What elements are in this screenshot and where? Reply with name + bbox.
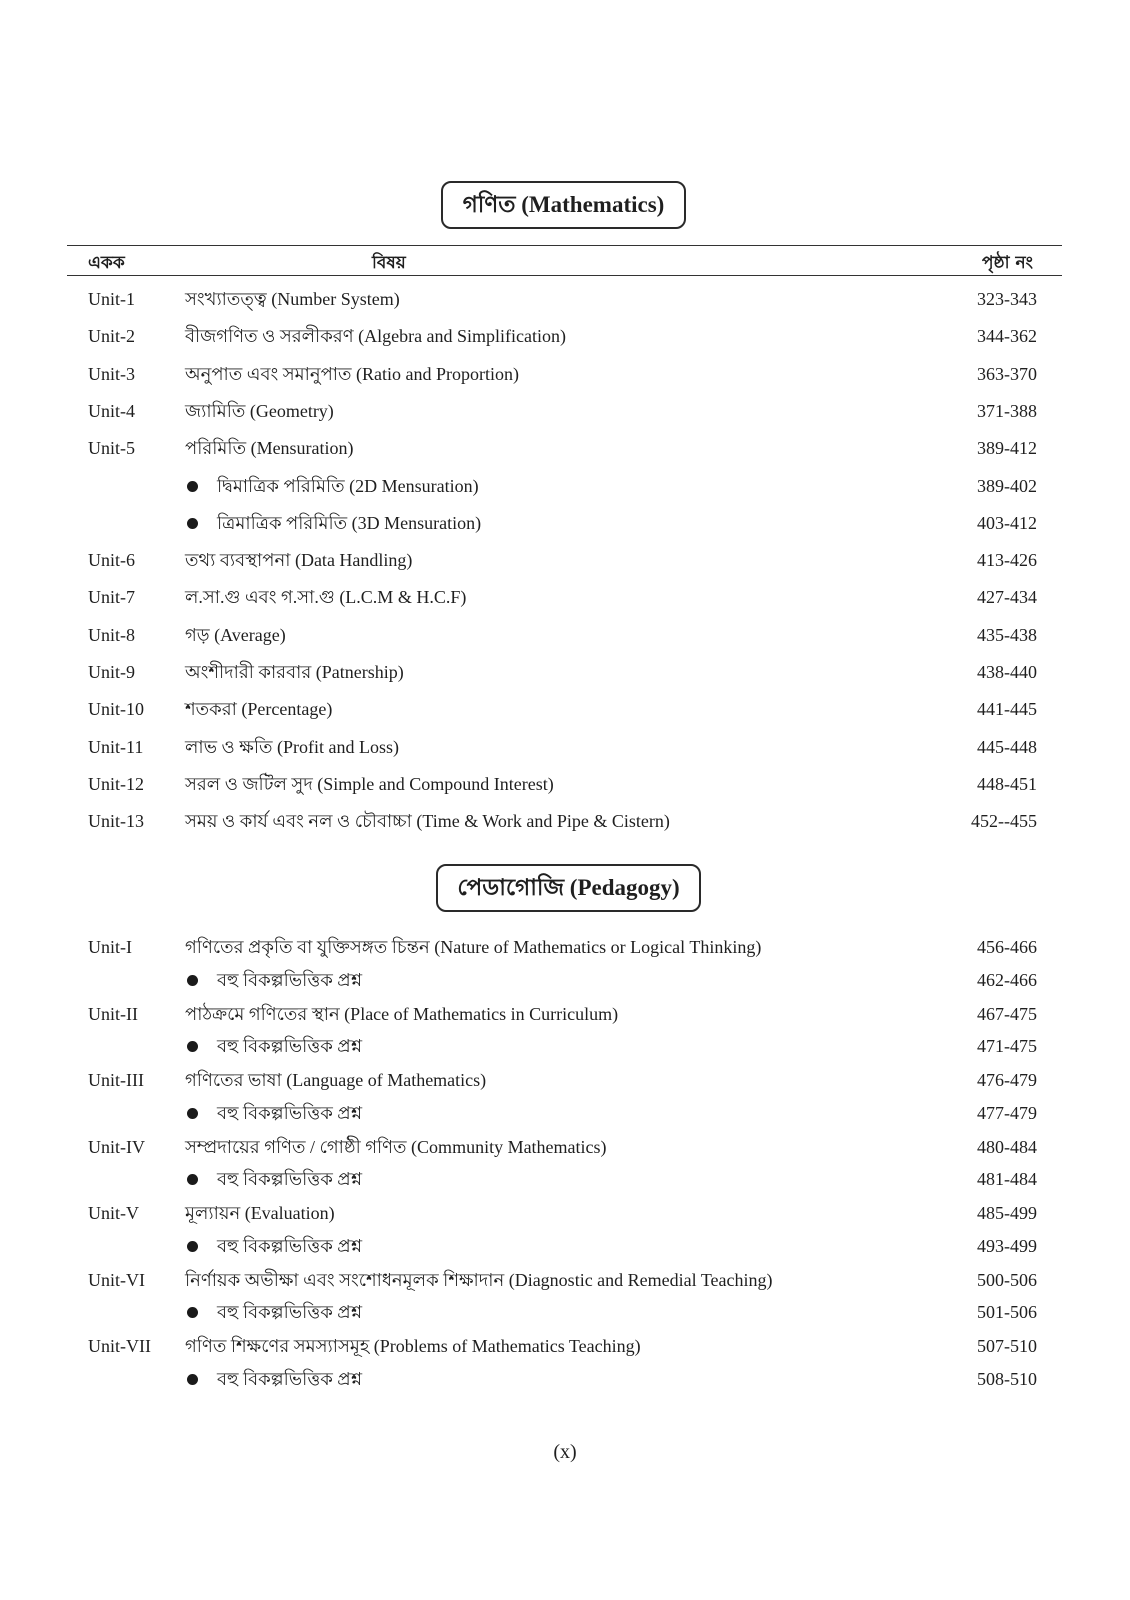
page-range: 371-388 bbox=[977, 400, 1037, 421]
page-range: 445-448 bbox=[977, 736, 1037, 757]
subject-title: ত্রিমাত্রিক পরিমিতি (3D Mensuration) bbox=[217, 512, 482, 533]
page-range: 441-445 bbox=[977, 699, 1037, 720]
page-range: 508-510 bbox=[977, 1368, 1037, 1389]
contents-row bbox=[0, 1065, 1130, 1095]
subject-title: সময় ও কার্য এবং নল ও চৌবাচ্চা (Time & Work and Pipe & Cistern) bbox=[185, 811, 670, 832]
bullet-icon bbox=[187, 1374, 198, 1385]
subject-title: পরিমিতি (Mensuration) bbox=[185, 438, 354, 459]
subject-title: বহু বিকল্পভিত্তিক প্রশ্ন bbox=[217, 1235, 363, 1256]
page-range: 413-426 bbox=[977, 550, 1037, 571]
subject-title: নির্ণায়ক অভীক্ষা এবং সংশোধনমূলক শিক্ষাদান (Diagnostic and Remedial Teaching) bbox=[185, 1269, 773, 1290]
subject-title: ল.সা.গু এবং গ.সা.গু (L.C.M & H.C.F) bbox=[185, 587, 467, 608]
contents-subitem-row bbox=[0, 1364, 1130, 1394]
unit-label: Unit-2 bbox=[88, 326, 135, 347]
page-range: 323-343 bbox=[977, 289, 1037, 309]
page-range: 435-438 bbox=[977, 624, 1037, 645]
contents-subitem-row bbox=[0, 1098, 1130, 1128]
contents-subitem-row bbox=[0, 508, 1130, 538]
unit-label: Unit-II bbox=[88, 1003, 138, 1024]
subject-title: বীজগণিত ও সরলীকরণ (Algebra and Simplification) bbox=[185, 326, 567, 347]
unit-label: Unit-6 bbox=[88, 550, 135, 571]
contents-row bbox=[0, 1331, 1130, 1361]
page-range: 471-475 bbox=[977, 1036, 1037, 1056]
subject-title: গণিতের ভাষা (Language of Mathematics) bbox=[185, 1070, 487, 1090]
bullet-icon bbox=[187, 975, 198, 986]
page-range: 427-434 bbox=[977, 587, 1037, 608]
unit-label: Unit-VI bbox=[88, 1269, 145, 1290]
unit-label: Unit-V bbox=[88, 1203, 139, 1223]
contents-subitem-row bbox=[0, 1164, 1130, 1194]
contents-row bbox=[0, 999, 1130, 1029]
page-range: 507-510 bbox=[977, 1336, 1037, 1356]
page-range: 493-499 bbox=[977, 1235, 1037, 1256]
contents-row bbox=[0, 806, 1130, 836]
unit-label: Unit-IV bbox=[88, 1136, 145, 1157]
unit-label: Unit-7 bbox=[88, 587, 135, 608]
page-range: 501-506 bbox=[977, 1302, 1037, 1322]
column-header-subject: বিষয় bbox=[372, 253, 406, 273]
unit-label: Unit-13 bbox=[88, 811, 144, 832]
unit-label: Unit-1 bbox=[88, 289, 135, 309]
contents-row bbox=[0, 769, 1130, 799]
subject-title: অংশীদারী কারবার (Patnership) bbox=[185, 662, 404, 682]
page-range: 477-479 bbox=[977, 1102, 1037, 1123]
unit-label: Unit-10 bbox=[88, 699, 144, 720]
unit-label: Unit-VII bbox=[88, 1336, 151, 1356]
contents-row bbox=[0, 1132, 1130, 1162]
unit-label: Unit-3 bbox=[88, 363, 135, 384]
page-range: 452--455 bbox=[971, 811, 1037, 832]
contents-row bbox=[0, 657, 1130, 687]
subject-title: গড় (Average) bbox=[185, 624, 286, 645]
contents-row bbox=[0, 321, 1130, 351]
bullet-icon bbox=[187, 1108, 198, 1119]
page-range: 456-466 bbox=[977, 937, 1037, 957]
subject-title: শতকরা (Percentage) bbox=[185, 699, 333, 720]
page-range: 389-412 bbox=[977, 438, 1037, 459]
page-range: 389-402 bbox=[977, 475, 1037, 496]
subject-title: বহু বিকল্পভিত্তিক প্রশ্ন bbox=[217, 1169, 363, 1189]
contents-row bbox=[0, 284, 1130, 314]
page-range: 481-484 bbox=[977, 1169, 1037, 1189]
contents-row bbox=[0, 1265, 1130, 1295]
pedagogy-section-title: পেডাগোজি (Pedagogy) bbox=[436, 864, 701, 912]
contents-row bbox=[0, 359, 1130, 389]
subject-title: বহু বিকল্পভিত্তিক প্রশ্ন bbox=[217, 969, 363, 990]
page-range: 344-362 bbox=[977, 326, 1037, 347]
page-range: 462-466 bbox=[977, 969, 1037, 990]
unit-label: Unit-8 bbox=[88, 624, 135, 645]
table-header-top-rule bbox=[67, 245, 1062, 246]
page-range: 448-451 bbox=[977, 773, 1037, 794]
page-range: 363-370 bbox=[977, 363, 1037, 384]
column-header-page: পৃষ্ঠা নং bbox=[982, 253, 1033, 273]
column-header-unit: একক bbox=[88, 253, 125, 273]
page-range: 476-479 bbox=[977, 1070, 1037, 1090]
contents-subitem-row bbox=[0, 965, 1130, 995]
contents-row bbox=[0, 932, 1130, 962]
subject-title: গণিতের প্রকৃতি বা যুক্তিসঙ্গত চিন্তন (Nature of Mathematics or Logical Thinking) bbox=[185, 937, 762, 957]
contents-row bbox=[0, 396, 1130, 426]
unit-label: Unit-4 bbox=[88, 400, 135, 421]
page-range: 467-475 bbox=[977, 1003, 1037, 1024]
contents-row bbox=[0, 433, 1130, 463]
bullet-icon bbox=[187, 1041, 198, 1052]
contents-subitem-row bbox=[0, 1031, 1130, 1061]
page-range: 403-412 bbox=[977, 512, 1037, 533]
page-number: (x) bbox=[553, 1441, 577, 1463]
contents-row bbox=[0, 545, 1130, 575]
unit-label: Unit-12 bbox=[88, 773, 144, 794]
subject-title: জ্যামিতি (Geometry) bbox=[185, 400, 334, 421]
unit-label: Unit-III bbox=[88, 1070, 144, 1090]
unit-label: Unit-I bbox=[88, 937, 132, 957]
subject-title: বহু বিকল্পভিত্তিক প্রশ্ন bbox=[217, 1102, 363, 1123]
subject-title: গণিত শিক্ষণের সমস্যাসমূহ (Problems of Mathematics Teaching) bbox=[185, 1336, 641, 1356]
page-range: 485-499 bbox=[977, 1203, 1037, 1223]
subject-title: সংখ্যাতত্ত্ব (Number System) bbox=[185, 289, 400, 309]
subject-title: বহু বিকল্পভিত্তিক প্রশ্ন bbox=[217, 1302, 363, 1322]
page-range: 480-484 bbox=[977, 1136, 1037, 1157]
bullet-icon bbox=[187, 481, 198, 492]
contents-subitem-row bbox=[0, 1297, 1130, 1327]
unit-label: Unit-5 bbox=[88, 438, 135, 459]
subject-title: তথ্য ব্যবস্থাপনা (Data Handling) bbox=[185, 550, 413, 571]
bullet-icon bbox=[187, 1241, 198, 1252]
subject-title: মূল্যায়ন (Evaluation) bbox=[185, 1203, 335, 1223]
page-range: 438-440 bbox=[977, 662, 1037, 682]
subject-title: সরল ও জটিল সুদ (Simple and Compound Interest) bbox=[185, 773, 554, 794]
unit-label: Unit-11 bbox=[88, 736, 144, 757]
subject-title: বহু বিকল্পভিত্তিক প্রশ্ন bbox=[217, 1036, 363, 1056]
contents-row bbox=[0, 582, 1130, 612]
subject-title: সম্প্রদায়ের গণিত / গোষ্ঠী গণিত (Community Mathematics) bbox=[185, 1136, 607, 1157]
subject-title: বহু বিকল্পভিত্তিক প্রশ্ন bbox=[217, 1368, 363, 1389]
bullet-icon bbox=[187, 1307, 198, 1318]
table-header-bottom-rule bbox=[67, 275, 1062, 276]
contents-row bbox=[0, 694, 1130, 724]
subject-title: পাঠক্রমে গণিতের স্থান (Place of Mathematics in Curriculum) bbox=[185, 1003, 619, 1024]
subject-title: অনুপাত এবং সমানুপাত (Ratio and Proportion) bbox=[185, 363, 520, 384]
contents-subitem-row bbox=[0, 471, 1130, 501]
bullet-icon bbox=[187, 518, 198, 529]
contents-row bbox=[0, 732, 1130, 762]
contents-row bbox=[0, 620, 1130, 650]
subject-title: দ্বিমাত্রিক পরিমিতি (2D Mensuration) bbox=[217, 475, 479, 496]
unit-label: Unit-9 bbox=[88, 662, 135, 682]
contents-subitem-row bbox=[0, 1231, 1130, 1261]
contents-row bbox=[0, 1198, 1130, 1228]
subject-title: লাভ ও ক্ষতি (Profit and Loss) bbox=[185, 736, 400, 757]
page-range: 500-506 bbox=[977, 1269, 1037, 1290]
mathematics-section-title: গণিত (Mathematics) bbox=[441, 181, 686, 229]
bullet-icon bbox=[187, 1174, 198, 1185]
